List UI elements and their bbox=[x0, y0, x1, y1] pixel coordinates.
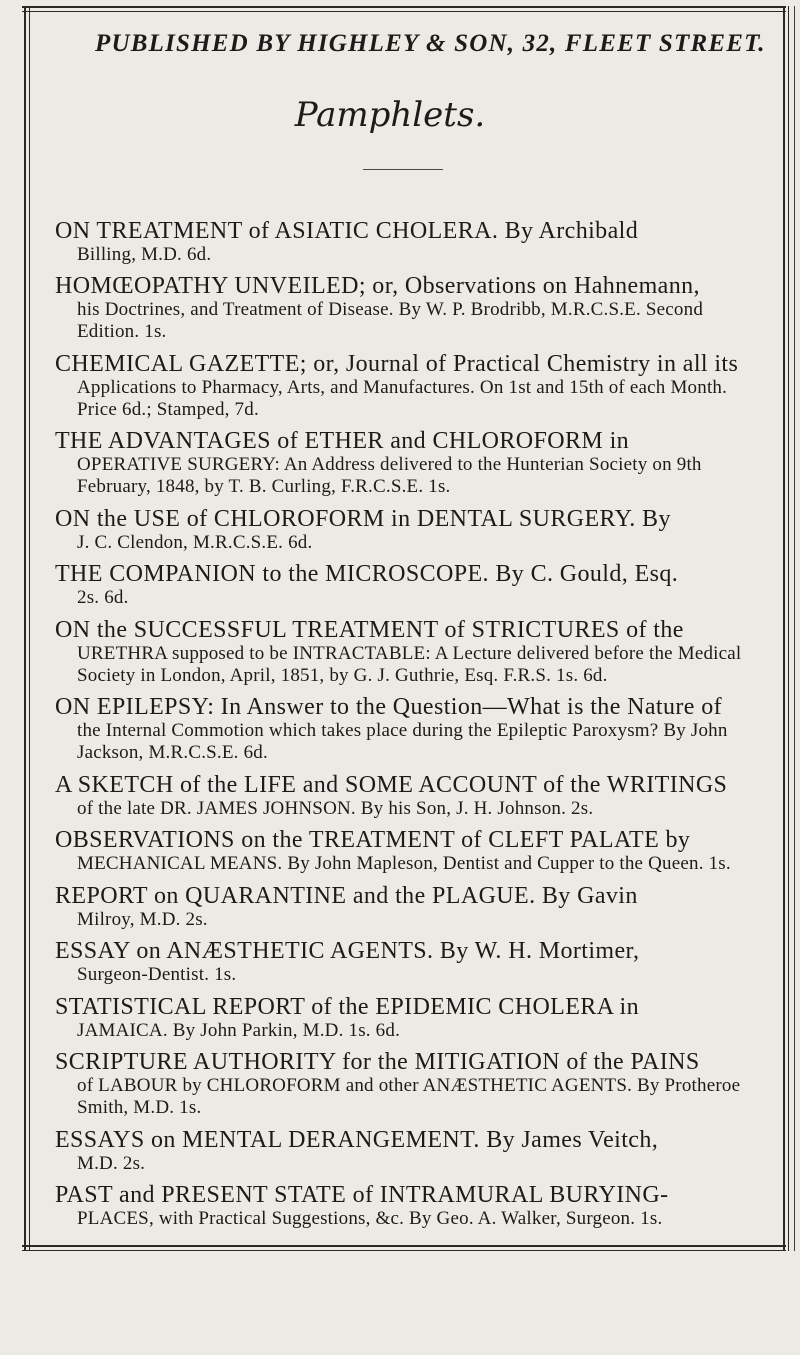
publisher-header: PUBLISHED BY HIGHLEY & SON, 32, FLEET STREET. bbox=[95, 30, 766, 57]
pamphlet-entry bbox=[55, 351, 770, 421]
pamphlet-entry bbox=[55, 561, 770, 609]
pamphlet-entry bbox=[55, 617, 770, 687]
entry-details: the Internal Commotion which takes place during the Epileptic Paroxysm? By John Jackson, M.R.C.S.E. 6d. bbox=[77, 720, 728, 764]
pamphlet-entry bbox=[55, 273, 770, 343]
entry-details: his Doctrines, and Treatment of Disease. By W. P. Brodribb, M.R.C.S.E. Second Edition. 1s. bbox=[77, 299, 704, 343]
entry-heading: CHEMICAL GAZETTE; or, Journal of Practical Chemistry in all its bbox=[55, 350, 739, 377]
pamphlet-entry bbox=[55, 772, 770, 820]
entry-heading: ESSAYS on MENTAL DERANGEMENT. By James Veitch, bbox=[55, 1126, 659, 1153]
pamphlet-entry bbox=[55, 428, 770, 498]
entry-heading: THE COMPANION to the MICROSCOPE. By C. Gould, Esq. bbox=[55, 561, 679, 588]
pamphlet-entry bbox=[55, 994, 770, 1042]
entry-details: of LABOUR by CHLOROFORM and other ANÆSTHETIC AGENTS. By Protheroe Smith, M.D. 1s. bbox=[77, 1075, 741, 1119]
pamphlet-entry bbox=[55, 218, 770, 266]
pamphlet-entry bbox=[55, 506, 770, 554]
entry-details: Surgeon-Dentist. 1s. bbox=[77, 964, 237, 986]
entry-details: OPERATIVE SURGERY: An Address delivered to the Hunterian Society on 9th February, 1848, by T. B. Curling, F.R.C.S.E. 1s. bbox=[77, 454, 702, 498]
entry-details: Milroy, M.D. 2s. bbox=[77, 908, 208, 930]
entry-heading: ON the SUCCESSFUL TREATMENT of STRICTURES of the bbox=[55, 616, 684, 643]
entry-heading: SCRIPTURE AUTHORITY for the MITIGATION of the PAINS bbox=[55, 1049, 700, 1076]
border-bottom bbox=[22, 1245, 786, 1247]
entry-details: 2s. 6d. bbox=[77, 587, 129, 609]
entry-details: URETHRA supposed to be INTRACTABLE: A Lecture delivered before the Medical Society in London, April, 1851, by G. J. Guthrie, Esq. F.R.S. 1s. 6d. bbox=[77, 642, 742, 686]
border-top bbox=[22, 6, 786, 8]
entry-details: J. C. Clendon, M.R.C.S.E. 6d. bbox=[77, 531, 313, 553]
pamphlet-entry bbox=[55, 938, 770, 986]
title-divider bbox=[363, 169, 443, 170]
border-right bbox=[783, 6, 785, 1251]
pamphlet-entry bbox=[55, 1182, 770, 1230]
border-bottom-inner bbox=[22, 1250, 786, 1251]
entry-heading: ON the USE of CHLOROFORM in DENTAL SURGERY. By bbox=[55, 505, 671, 532]
page-title: Pamphlets. bbox=[294, 95, 486, 135]
entry-heading: OBSERVATIONS on the TREATMENT of CLEFT PALATE by bbox=[55, 827, 691, 854]
pamphlet-entry bbox=[55, 827, 770, 875]
entry-details: Applications to Pharmacy, Arts, and Manufactures. On 1st and 15th of each Month. Price 6d.; Stamped, 7d. bbox=[77, 376, 728, 420]
border-left bbox=[24, 6, 26, 1251]
entry-heading: THE ADVANTAGES of ETHER and CHLOROFORM in bbox=[55, 428, 630, 455]
entry-heading: ON TREATMENT of ASIATIC CHOLERA. By Archibald bbox=[55, 218, 639, 244]
entry-heading: HOMŒOPATHY UNVEILED; or, Observations on Hahnemann, bbox=[55, 273, 700, 300]
border-right-inner bbox=[788, 6, 789, 1251]
entry-heading: ON EPILEPSY: In Answer to the Question—What is the Nature of bbox=[55, 694, 723, 721]
entry-details: Billing, M.D. 6d. bbox=[77, 244, 212, 265]
entry-heading: A SKETCH of the LIFE and SOME ACCOUNT of the WRITINGS bbox=[55, 771, 728, 798]
entry-details: MECHANICAL MEANS. By John Mapleson, Dentist and Cupper to the Queen. 1s. bbox=[77, 853, 731, 875]
pamphlet-entry bbox=[55, 1049, 770, 1119]
border-top-inner bbox=[22, 11, 786, 12]
entry-details: M.D. 2s. bbox=[77, 1152, 146, 1174]
pamphlet-entry bbox=[55, 694, 770, 764]
entry-heading: REPORT on QUARANTINE and the PLAGUE. By Gavin bbox=[55, 882, 638, 909]
entry-heading: STATISTICAL REPORT of the EPIDEMIC CHOLERA in bbox=[55, 993, 639, 1020]
pamphlet-entry bbox=[55, 883, 770, 931]
entry-details: of the late DR. JAMES JOHNSON. By his Son, J. H. Johnson. 2s. bbox=[77, 797, 594, 819]
entry-heading: ESSAY on ANÆSTHETIC AGENTS. By W. H. Mortimer, bbox=[55, 938, 640, 965]
pamphlet-entry bbox=[55, 1127, 770, 1175]
entry-heading: PAST and PRESENT STATE of INTRAMURAL BURYING- bbox=[55, 1182, 669, 1208]
border-right-outer bbox=[794, 6, 795, 1251]
entry-details: PLACES, with Practical Suggestions, &c. By Geo. A. Walker, Surgeon. 1s. bbox=[77, 1208, 663, 1229]
entry-details: JAMAICA. By John Parkin, M.D. 1s. 6d. bbox=[77, 1019, 401, 1041]
border-left-inner bbox=[29, 6, 30, 1251]
